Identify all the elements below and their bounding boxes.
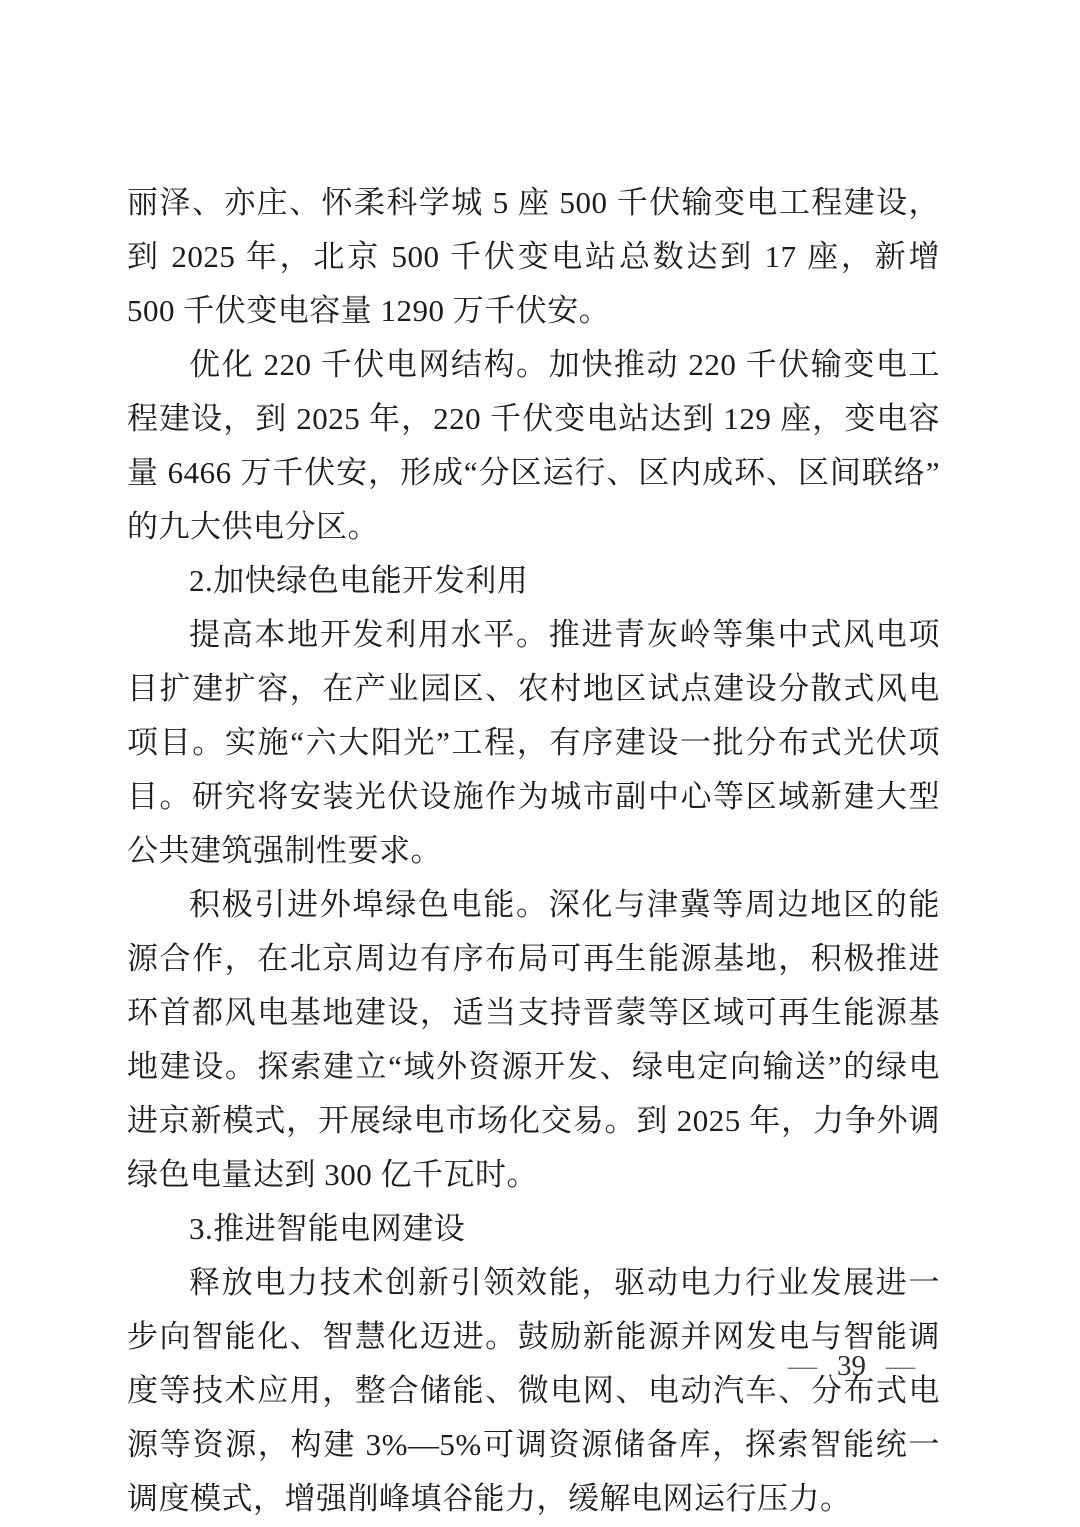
footer-right-dash: — xyxy=(886,1350,915,1382)
heading-green-power-development: 2.加快绿色电能开发利用 xyxy=(189,563,529,598)
page-footer xyxy=(788,1346,915,1386)
heading-smart-grid: 3.推进智能电网建设 xyxy=(189,1211,466,1246)
document-body xyxy=(127,176,940,1526)
paragraph-external-green-power: 积极引进外埠绿色电能。深化与津冀等周边地区的能源合作，在北京周边有序布局可再生能源基地，积极推进环首都风电基地建设，适当支持晋蒙等区域可再生能源基地建设。探索建立“域外资源开发、绿电定向输送”的绿电进京新模式，开展绿电市场化交易。到 2025 年，力争外调绿色电量达到 300 亿千瓦时。 xyxy=(127,887,940,1192)
paragraph-220kv-grid: 优化 220 千伏电网结构。加快推动 220 千伏输变电工程建设，到 2025 年，220 千伏变电站达到 129 座，变电容量 6466 万千伏安，形成“分区运行、区内成环、区间联络”的九大供电分区。 xyxy=(127,347,940,544)
paragraph-local-development: 提高本地开发利用水平。推进青灰岭等集中式风电项目扩建扩容，在产业园区、农村地区试点建设分散式风电项目。实施“六大阳光”工程，有序建设一批分布式光伏项目。研究将安装光伏设施作为城市副中心等区域新建大型公共建筑强制性要求。 xyxy=(127,617,940,868)
paragraph-smart-grid-detail: 释放电力技术创新引领效能，驱动电力行业发展进一步向智能化、智慧化迈进。鼓励新能源并网发电与智能调度等技术应用，整合储能、微电网、电动汽车、分布式电源等资源，构建 3%—5%可调资源储备库，探索智能统一调度模式，增强削峰填谷能力，缓解电网运行压力。 xyxy=(127,1265,940,1516)
page-number: 39 xyxy=(837,1350,866,1382)
paragraph-continuation-500kv: 丽泽、亦庄、怀柔科学城 5 座 500 千伏输变电工程建设，到 2025 年，北京 500 千伏变电站总数达到 17 座，新增 500 千伏变电容量 1290 万千伏安。 xyxy=(127,185,940,328)
footer-left-dash: — xyxy=(788,1350,817,1382)
